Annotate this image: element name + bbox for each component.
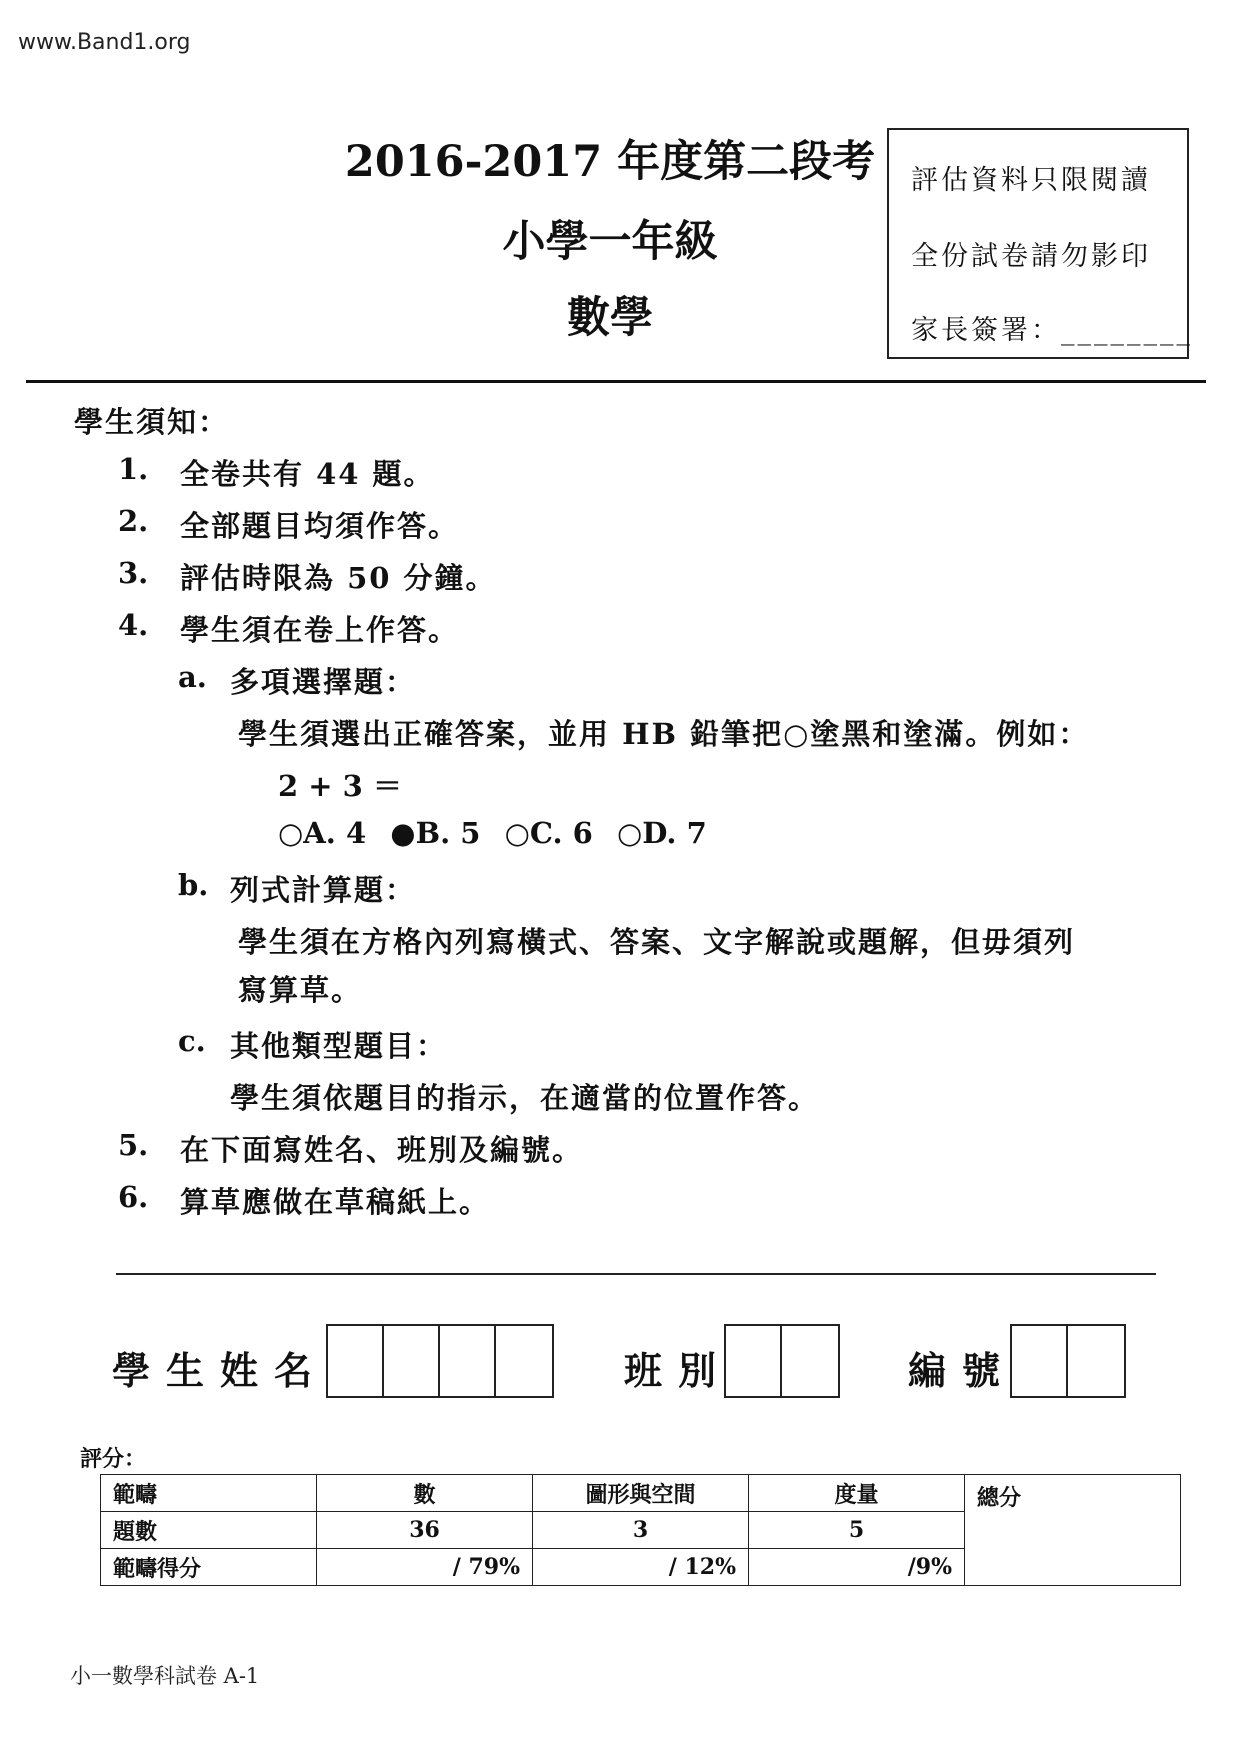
- exam-title: 2016-2017 年度第二段考: [344, 137, 876, 187]
- number-boxes[interactable]: [1010, 1324, 1126, 1398]
- table-header: 度量: [749, 1475, 965, 1512]
- name-cell[interactable]: [496, 1326, 552, 1396]
- sub-title: 列式計算題：: [230, 873, 417, 907]
- number-label: 編號: [908, 1348, 1017, 1393]
- table-cell: / 12%: [533, 1549, 749, 1586]
- name-cell[interactable]: [440, 1326, 496, 1396]
- class-cell[interactable]: [726, 1326, 782, 1396]
- table-cell: /9%: [749, 1549, 965, 1586]
- header-divider: [26, 380, 1206, 383]
- instructions-heading: 學生須知：: [74, 405, 230, 439]
- table-cell: 36: [317, 1512, 533, 1549]
- number-cell[interactable]: [1068, 1326, 1124, 1396]
- table-cell: 題數: [101, 1512, 317, 1549]
- table-cell: / 79%: [317, 1549, 533, 1586]
- number-cell[interactable]: [1012, 1326, 1068, 1396]
- instruction-text: 學生須在卷上作答。: [180, 613, 460, 647]
- notice-line-no-copy: 全份試卷請勿影印: [911, 241, 1151, 272]
- class-cell[interactable]: [782, 1326, 838, 1396]
- class-label: 班別: [624, 1348, 733, 1393]
- name-cell[interactable]: [384, 1326, 440, 1396]
- notice-box: [887, 128, 1193, 359]
- instruction-number: 5.: [118, 1128, 149, 1162]
- site-url: www.Band1.org: [18, 30, 191, 55]
- sub-description: 學生須依題目的指示，在適當的位置作答。: [230, 1081, 820, 1115]
- example-question: 2 + 3 ＝: [278, 769, 402, 803]
- instruction-number: 2.: [118, 504, 149, 538]
- option-c: ○C. 6: [504, 816, 593, 850]
- table-row: [101, 1475, 1181, 1512]
- notice-line-read-only: 評估資料只限閱讀: [911, 165, 1151, 196]
- sub-label: c.: [178, 1024, 206, 1058]
- instruction-number: 1.: [118, 452, 149, 486]
- sub-description: 學生須在方格內列寫橫式、答案、文字解說或題解，但毋須列: [238, 925, 1076, 959]
- subject-title: 數學: [567, 293, 653, 343]
- name-cell[interactable]: [328, 1326, 384, 1396]
- instruction-text: 算草應做在草稿紙上。: [180, 1185, 491, 1219]
- sub-title: 多項選擇題：: [230, 665, 417, 699]
- table-header: 範疇: [101, 1475, 317, 1512]
- section-divider: [116, 1273, 1156, 1275]
- student-name-label: 學生姓名: [112, 1348, 329, 1393]
- option-d: ○D. 7: [616, 816, 707, 850]
- table-cell: 3: [533, 1512, 749, 1549]
- scoring-label: 評分：: [80, 1446, 147, 1472]
- class-boxes[interactable]: [724, 1324, 840, 1398]
- student-name-boxes[interactable]: [326, 1324, 554, 1398]
- sub-title: 其他類型題目：: [230, 1029, 448, 1063]
- sub-description: 學生須選出正確答案，並用 HB 鉛筆把○塗黑和塗滿。例如：: [238, 717, 1090, 751]
- instruction-text: 評估時限為 50 分鐘。: [180, 561, 497, 595]
- table-header: 數: [317, 1475, 533, 1512]
- table-header: 圖形與空間: [533, 1475, 749, 1512]
- scoring-table: [100, 1474, 1181, 1586]
- table-cell: 5: [749, 1512, 965, 1549]
- option-a: ○A. 4: [278, 816, 367, 850]
- sub-label: b.: [178, 868, 209, 902]
- instruction-number: 3.: [118, 556, 149, 590]
- instruction-text: 全部題目均須作答。: [180, 509, 460, 543]
- instruction-text: 在下面寫姓名、班別及編號。: [180, 1133, 584, 1167]
- instruction-number: 6.: [118, 1180, 149, 1214]
- option-b: ●B. 5: [390, 816, 481, 850]
- footer-label: 小一數學科試卷 A-1: [70, 1664, 260, 1688]
- parent-signature: 家長簽署：________: [911, 315, 1193, 346]
- table-cell: 範疇得分: [101, 1549, 317, 1586]
- sub-description: 寫算草。: [238, 973, 363, 1007]
- total-score-cell: 總分: [965, 1475, 1181, 1586]
- grade-title: 小學一年級: [502, 217, 718, 267]
- instruction-text: 全卷共有 44 題。: [180, 457, 435, 491]
- sub-label: a.: [178, 660, 207, 694]
- example-options: [278, 816, 721, 850]
- instruction-number: 4.: [118, 608, 149, 642]
